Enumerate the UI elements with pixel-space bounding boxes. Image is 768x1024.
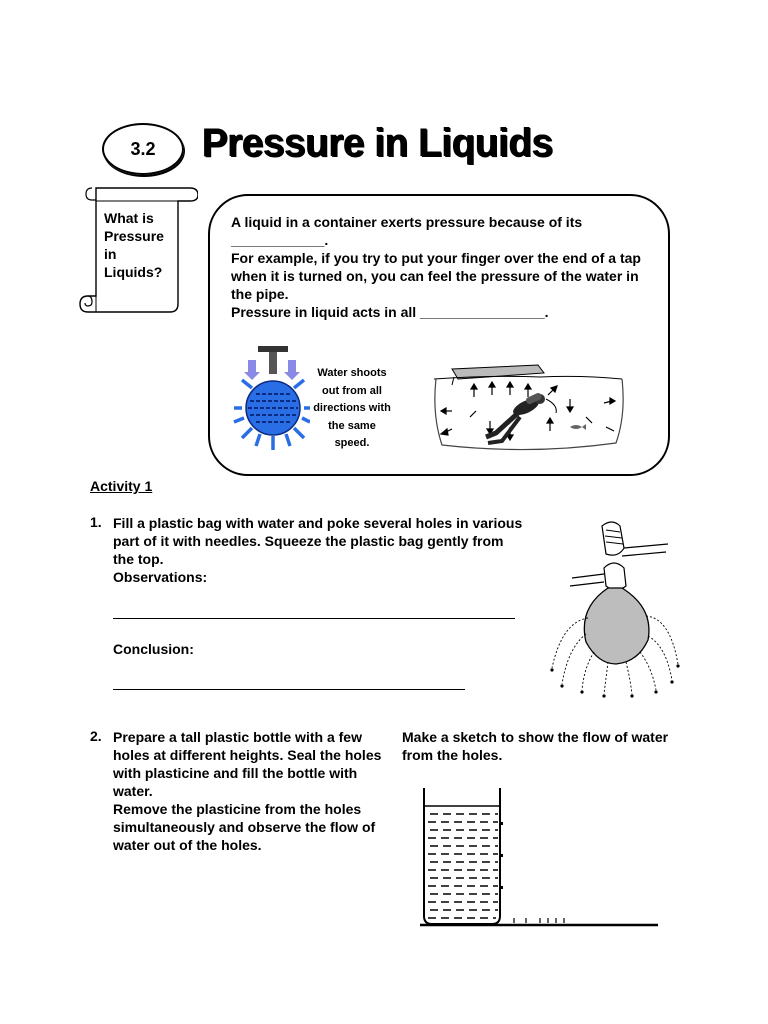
conclusion-answer-line[interactable] — [113, 689, 465, 690]
item-2-instructions-1: Prepare a tall plastic bottle with a few holes at different heights. Seal the holes with plasticine and fill the bottle with water. — [113, 729, 382, 799]
squeezed-bag-illustration — [548, 518, 682, 704]
info-line-1: A liquid in a container exerts pressure because of its — [231, 214, 583, 230]
tap-sphere-illustration — [232, 344, 310, 454]
sphere-caption: Water shoots out from all directions with the same speed. — [313, 367, 391, 449]
scroll-question: What is Pressure in Liquids? — [104, 210, 164, 280]
diver-boat-illustration — [430, 355, 626, 455]
info-line-2: For example, if you try to put your finger over the end of a tap when it is turned on, you can feel the pressure of the water in the pipe. — [231, 250, 641, 302]
observations-answer-line[interactable] — [113, 618, 515, 619]
bottle-illustration[interactable] — [418, 782, 662, 932]
info-blank-1: ____________. — [231, 232, 329, 248]
item-2-instructions-2: Remove the plasticine from the holes simultaneously and observe the flow of water out of the holes. — [113, 801, 376, 853]
item-2-number: 2. — [90, 728, 102, 744]
item-2-text — [113, 728, 391, 854]
section-badge — [102, 123, 184, 175]
sketch-prompt: Make a sketch to show the flow of water from the holes. — [402, 729, 669, 763]
item-1-text — [113, 514, 523, 586]
item-1-number: 1. — [90, 514, 102, 530]
section-number: 3.2 — [130, 138, 156, 159]
activity-heading: Activity 1 — [90, 478, 153, 494]
info-text — [231, 213, 651, 321]
conclusion-label: Conclusion: — [113, 641, 194, 657]
page-title: Pressure in Liquids — [202, 121, 553, 165]
item-1-instructions: Fill a plastic bag with water and poke several holes in various part of it with needles. Squeeze the plastic bag gently from the top. — [113, 515, 523, 567]
observations-label: Observations: — [113, 569, 208, 585]
info-line-3: Pressure in liquid acts in all ________________. — [231, 304, 549, 320]
